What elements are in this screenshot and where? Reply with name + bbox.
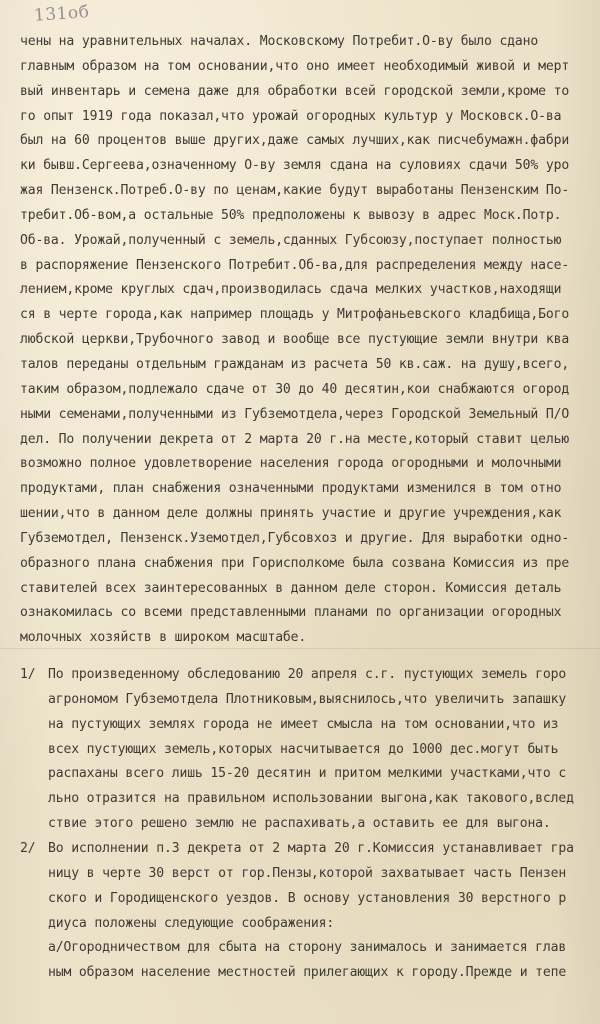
archive-page-number: 131об: [33, 2, 91, 26]
text-line: ся в черте города,как например площадь у Митрофаньевского кладбища,Бого: [20, 307, 570, 323]
text-line: любской церкви,Трубочного завод и вообще все пустующие земли внутри ква: [20, 332, 570, 348]
text-line: на пустующих землях города не имеет смысла на том основании,что из: [48, 716, 559, 732]
text-line: был на 60 процентов выше других,даже самых лучших,как писчебумажн.фабри: [20, 133, 570, 149]
document-body: [0, 30, 600, 986]
text-line: ставителей всех заинтересованных в данном деле сторон. Комиссия деталь: [20, 580, 562, 596]
text-line: таким образом,подлежало сдаче от 30 до 40 десятин,кои снабжаются огород: [20, 381, 570, 397]
text-line: ным образом население местностей прилегающих к городу.Прежде и тепе: [48, 965, 567, 981]
paragraph-gap: [0, 651, 600, 663]
numbered-item-1-first-line: 1/ По произведенному обследованию 20 апреля с.г. пустующих земель горо: [0, 663, 600, 688]
text-line: распаханы всего лишь 15-20 десятин и притом мелкими участками,что с: [48, 766, 567, 782]
text-line: ского и Городищенского уездов. В основу установления 30 верстного р: [48, 890, 567, 906]
item-number: 2/: [20, 841, 36, 856]
text-line: в распоряжение Пензенского Потребит.Об-ва,для распределения между насе-: [20, 257, 570, 273]
text-line: главным образом на том основании,что оно имеет необходимый живой и мерт: [20, 58, 570, 74]
text-line: дел. По получении декрета от 2 марта 20 г.на месте,который ставит целью: [20, 431, 570, 447]
text-line: продуктами, план снабжения означенными продуктами изменился в том отно: [20, 481, 562, 497]
text-line: вый инвентарь и семена даже для обработки всей городской земли,кроме то: [20, 83, 570, 99]
text-line: ствие этого решено землю не распахивать,а оставить ее для выгона.: [48, 816, 551, 832]
text-line: Губземотдел, Пензенск.Уземотдел,Губсовхоз и другие. Для выработки одно-: [20, 530, 570, 546]
item-number: 1/: [20, 667, 36, 683]
text-line: агрономом Губземотдела Плотниковым,выяснилось,что увеличить запашку: [48, 691, 567, 707]
text-line: чены на уравнительных началах. Московскому Потребит.О-ву было сдано: [20, 34, 539, 49]
text-line: лением,кроме круглых сдач,производилась сдача мелких участков,находящи: [20, 282, 562, 298]
text-line: всех пустующих земель,которых насчитывается до 1000 дес.могут быть: [48, 741, 559, 757]
numbered-item-2-first-line: 2/ Во исполнении п.3 декрета от 2 марта 20 г.Комиссия устанавливает гра: [0, 837, 600, 862]
text-line: ными семенами,полученными из Губземотдела,через Городской Земельный П/О: [20, 406, 570, 422]
text-line: диуса положены следующие соображения:: [48, 915, 335, 931]
text-line: требит.Об-вом,а остальные 50% предположены к вывозу в адрес Моск.Потр.: [20, 207, 562, 223]
text-line: возможно полное удовлетворение населения города огородными и молочными: [20, 456, 562, 472]
text-line: го опыт 1919 года показал,что урожай огородных культур у Московск.О-ва: [20, 108, 562, 124]
text-line: а/Огородничеством для сбыта на сторону занималось и занимается глав: [48, 940, 567, 956]
text-line: молочных хозяйств в широком масштабе.: [20, 630, 307, 646]
text-line: ницу в черте 30 верст от гор.Пензы,которой захватывает часть Пензен: [48, 865, 567, 881]
text-line: Об-ва. Урожай,полученный с земель,сданных Губсоюзу,поступает полностью: [20, 232, 562, 248]
text-line: шении,что в данном деле должны принять участие и другие учреждения,как: [20, 506, 562, 522]
text-line: ки бывш.Сергеева,означенному О-ву земля сдана на суловиях сдачи 50% уро: [20, 158, 570, 174]
text-line: ознакомилась со всеми представленными планами по организации огородных: [20, 605, 562, 621]
text-line: талов переданы отдельным гражданам из расчета 50 кв.саж. на душу,всего,: [20, 356, 570, 372]
text-line: льно отразится на правильном использовании выгона,как такового,вслед: [48, 791, 574, 807]
text-line: жая Пензенск.Потреб.О-ву по ценам,какие будут выработаны Пензенским По-: [20, 183, 570, 199]
text-line: образного плана снабжения при Горисполкоме была созвана Комиссия из пре: [20, 555, 570, 571]
